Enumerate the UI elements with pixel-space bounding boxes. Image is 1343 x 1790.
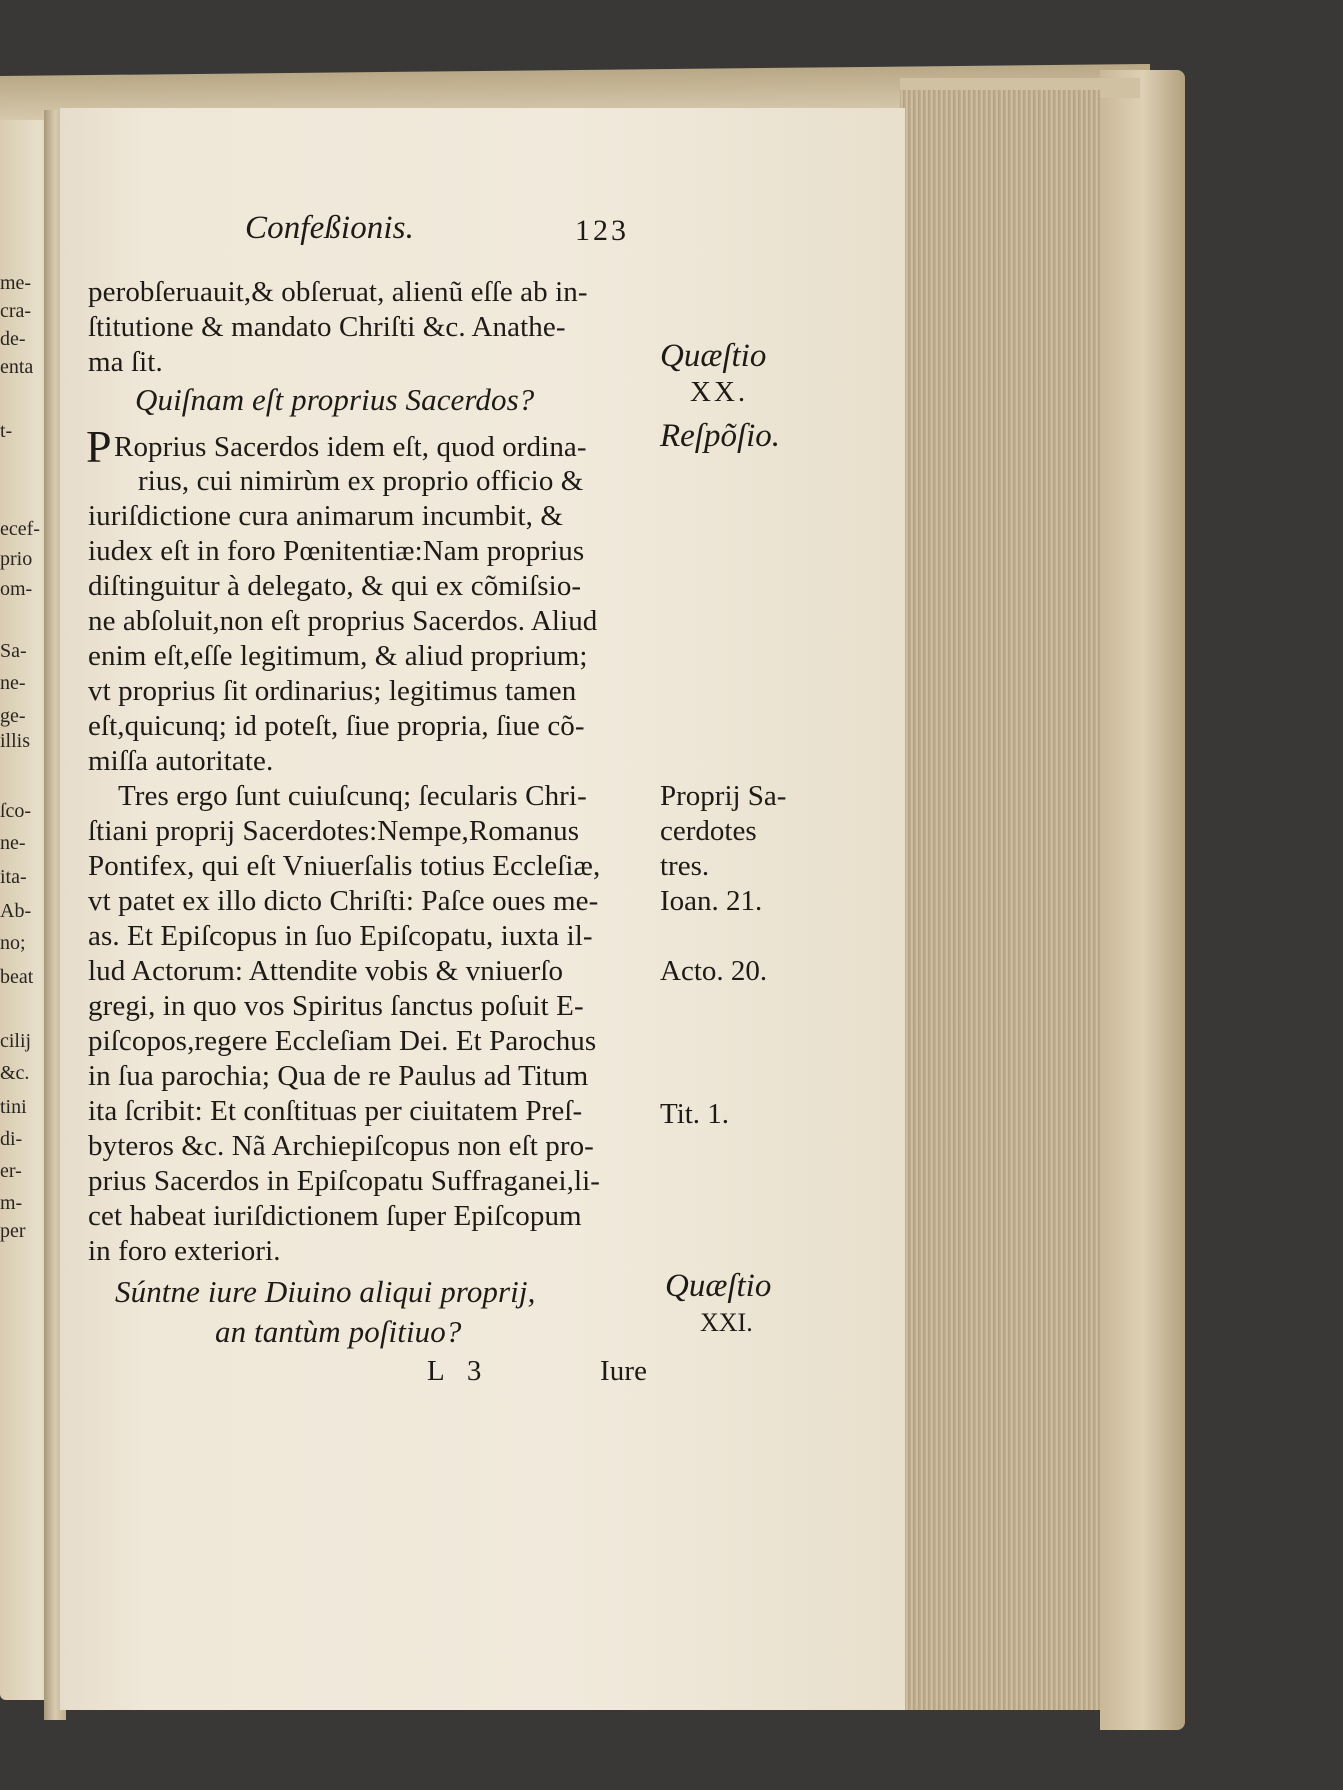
body-line: miſſa autoritate.	[88, 745, 274, 777]
question-heading: Súntne iure Diuino aliqui proprij,	[115, 1274, 536, 1309]
left-fragment: er-	[0, 1160, 22, 1182]
body-line: in foro exteriori.	[88, 1235, 281, 1267]
left-fragment: ne-	[0, 832, 26, 854]
body-line: eſt,quicunq; id poteſt, ſiue propria, ſiue cõ-	[88, 710, 585, 742]
margin-note: Acto. 20.	[660, 955, 768, 987]
left-fragment: di-	[0, 1128, 23, 1150]
body-line: ma ſit.	[88, 346, 163, 378]
margin-note: tres.	[660, 850, 710, 882]
body-line: Tres ergo ſunt cuiuſcunq; ſecularis Chri-	[118, 780, 587, 812]
left-fragment: om-	[0, 578, 33, 600]
body-line: piſcopos,regere Eccleſiam Dei. Et Parochus	[88, 1025, 597, 1057]
catchword: Iure	[600, 1355, 648, 1387]
body-line: perobſeruauit,& obſeruat, alienũ eſſe ab in-	[88, 276, 588, 308]
margin-label: Reſpõſio.	[660, 418, 781, 454]
signature-mark: L 3	[427, 1355, 490, 1387]
right-page	[60, 108, 905, 1710]
left-fragment: prio	[0, 548, 33, 570]
page-block-edges	[900, 90, 1100, 1710]
left-fragment: cra-	[0, 300, 32, 322]
left-fragment: ge-	[0, 705, 26, 727]
left-fragment: ſco-	[0, 800, 32, 822]
body-line: prius Sacerdos in Epiſcopatu Suffraganei,li-	[88, 1165, 601, 1197]
body-line: iudex eſt in foro Pœnitentiæ:Nam proprius	[88, 535, 585, 567]
left-fragment: &c.	[0, 1062, 30, 1084]
question-heading: an tantùm poſitiuo?	[215, 1314, 462, 1349]
margin-note: Proprij Sa-	[660, 780, 787, 812]
left-fragment: t-	[0, 420, 13, 442]
margin-label: XXI.	[700, 1308, 753, 1337]
body-line: Pontifex, qui eſt Vniuerſalis totius Eccleſiæ,	[88, 850, 601, 882]
body-line: cet habeat iuriſdictionem ſuper Epiſcopum	[88, 1200, 582, 1232]
margin-note: Ioan. 21.	[660, 885, 763, 917]
left-fragment: de-	[0, 328, 26, 350]
left-fragment: ne-	[0, 672, 26, 694]
book-cover-right	[1100, 70, 1185, 1730]
body-line: rius, cui nimirùm ex proprio officio &	[138, 465, 584, 497]
left-fragment: per	[0, 1220, 26, 1242]
left-fragment: tini	[0, 1096, 27, 1118]
left-fragment: m-	[0, 1192, 23, 1214]
body-line: byteros &c. Nã Archiepiſcopus non eſt pro-	[88, 1130, 594, 1162]
body-line: vt proprius ſit ordinarius; legitimus tamen	[88, 675, 577, 707]
body-line: vt patet ex illo dicto Chriſti: Paſce oues me-	[88, 885, 599, 917]
margin-note: cerdotes	[660, 815, 757, 847]
left-fragment: ita-	[0, 866, 27, 888]
left-fragment: no;	[0, 932, 26, 954]
margin-label: XX.	[690, 376, 749, 408]
running-header: Confeßionis.	[245, 210, 414, 246]
body-line: ita ſcribit: Et conſtituas per ciuitatem Preſ-	[88, 1095, 583, 1127]
left-fragment: Sa-	[0, 640, 27, 662]
body-line: ſtitutione & mandato Chriſti &c. Anathe-	[88, 311, 566, 343]
left-fragment: ecef-	[0, 518, 40, 540]
body-line: as. Et Epiſcopus in ſuo Epiſcopatu, iuxta il-	[88, 920, 593, 952]
body-line: gregi, in quo vos Spiritus ſanctus poſuit E-	[88, 990, 584, 1022]
margin-label: Quæſtio	[665, 1268, 772, 1304]
drop-cap: P	[86, 421, 112, 472]
margin-label: Quæſtio	[660, 338, 767, 374]
body-line: Roprius Sacerdos idem eſt, quod ordina-	[114, 431, 587, 463]
body-line: enim eſt,eſſe legitimum, & aliud proprium;	[88, 640, 588, 672]
body-line: diſtinguitur à delegato, & qui ex cõmiſsio-	[88, 570, 582, 602]
left-fragment: enta	[0, 356, 34, 378]
page-number: 123	[575, 214, 629, 247]
margin-note: Tit. 1.	[660, 1098, 730, 1130]
left-fragment: cilij	[0, 1030, 32, 1052]
body-line: lud Actorum: Attendite vobis & vniuerſo	[88, 955, 564, 987]
left-fragment: beat	[0, 966, 34, 988]
left-fragment: Ab-	[0, 900, 32, 922]
body-line: ſtiani proprij Sacerdotes:Nempe,Romanus	[88, 815, 580, 847]
question-heading: Quiſnam eſt proprius Sacerdos?	[135, 382, 535, 417]
left-fragment: illis	[0, 730, 31, 752]
body-line: in ſua parochia; Qua de re Paulus ad Titum	[88, 1060, 589, 1092]
body-line: iuriſdictione cura animarum incumbit, &	[88, 500, 564, 532]
body-line: ne abſoluit,non eſt proprius Sacerdos. Aliud	[88, 605, 598, 637]
left-fragment: me-	[0, 272, 32, 294]
